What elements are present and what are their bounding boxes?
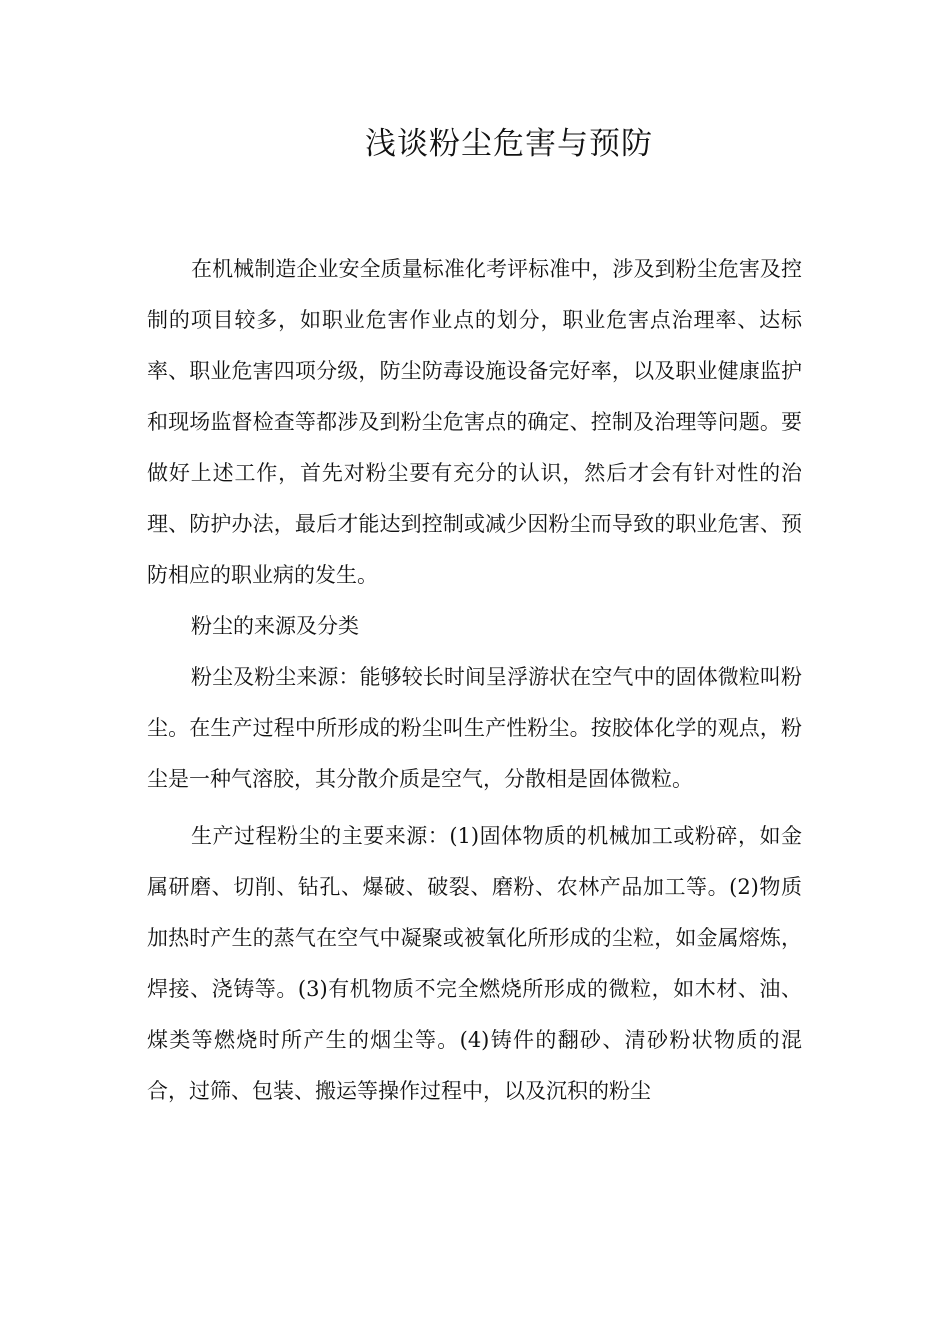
paragraph-dust-definition: 粉尘及粉尘来源：能够较长时间呈浮游状在空气中的固体微粒叫粉尘。在生产过程中所形成的粉尘叫生产性粉尘。按胶体化学的观点，粉尘是一种气溶胶，其分散介质是空气，分散相是固体微粒。: [147, 665, 802, 791]
section-heading: 粉尘的来源及分类: [191, 614, 359, 638]
paragraph-intro: 在机械制造企业安全质量标准化考评标准中，涉及到粉尘危害及控制的项目较多，如职业危害作业点的划分，职业危害点治理率、达标率、职业危害四项分级，防尘防毒设施设备完好率，以及职业健康监护和现场监督检查等都涉及到粉尘危害点的确定、控制及治理等问题。要做好上述工作，首先对粉尘要有充分的认识，然后才会有针对性的治理、防护办法，最后才能达到控制或减少因粉尘而导致的职业危害、预防相应的职业病的发生。: [147, 257, 802, 587]
paragraph-dust-sources: 生产过程粉尘的主要来源：(1)固体物质的机械加工或粉碎，如金属研磨、切削、钻孔、爆破、破裂、磨粉、农林产品加工等。(2)物质加热时产生的蒸气在空气中凝聚或被氧化所形成的尘粒，如金属熔炼，焊接、浇铸等。(3)有机物质不完全燃烧所形成的微粒，如木材、油、煤类等燃烧时所产生的烟尘等。(4)铸件的翻砂、清砂粉状物质的混合，过筛、包装、搬运等操作过程中，以及沉积的粉尘: [147, 824, 802, 1103]
document-title: 浅谈粉尘危害与预防: [365, 126, 653, 162]
document-body: [147, 244, 802, 1117]
